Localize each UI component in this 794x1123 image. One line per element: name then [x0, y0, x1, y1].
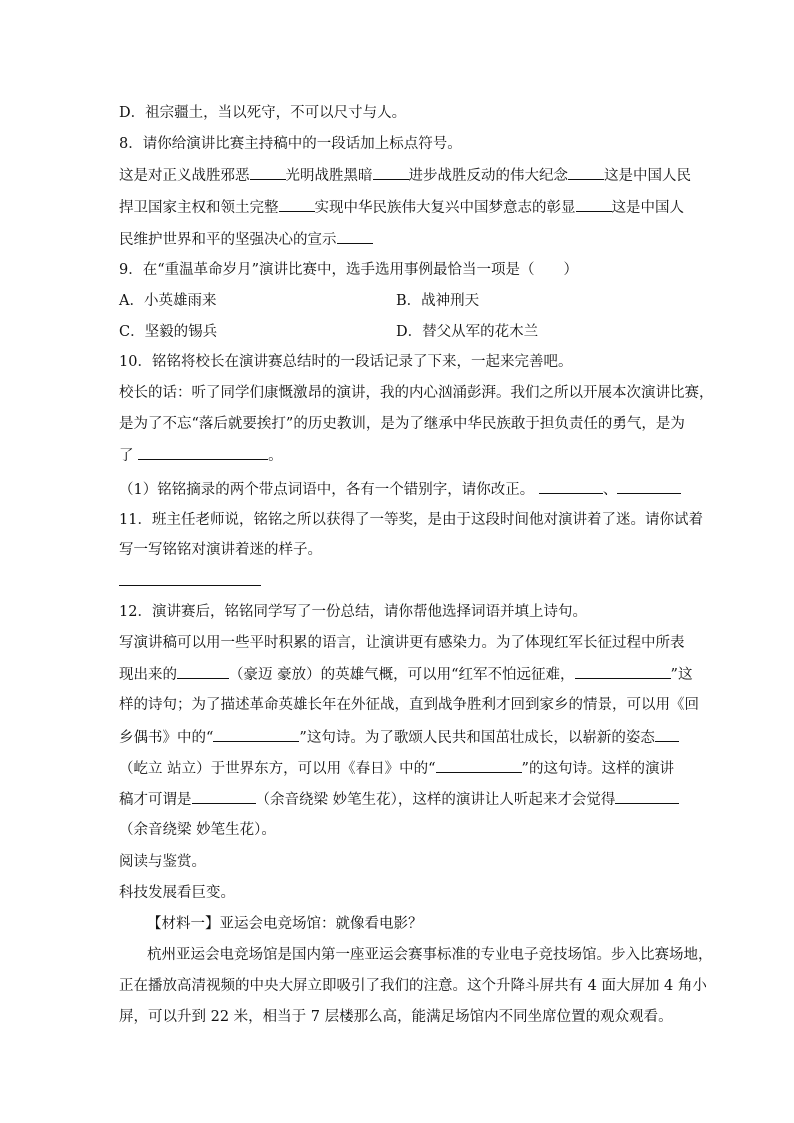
q8-text: 捍卫国家主权和领土完整 — [119, 200, 279, 216]
option-b[interactable]: B．战神刑天 — [396, 293, 480, 309]
question-11-line-2: 写一写铭铭对演讲着迷的样子。 — [119, 542, 322, 558]
q12-text: （余音绕梁 妙笔生花），这样的演讲让人听起来才会觉得 — [255, 792, 616, 808]
answer-blank[interactable] — [568, 165, 604, 180]
answer-blank[interactable] — [655, 727, 679, 742]
question-10: 10．铭铭将校长在演讲赛总结时的一段话记录了下来，一起来完善吧。 — [119, 354, 573, 370]
answer-blank[interactable] — [213, 727, 299, 742]
answer-blank[interactable] — [539, 479, 603, 494]
q12-line-4 — [119, 727, 679, 748]
q12-line-2 — [119, 664, 693, 685]
q8-text: 这是中国人民 — [604, 168, 691, 184]
answer-blank[interactable] — [617, 479, 681, 494]
q10-passage-line-3 — [119, 445, 679, 466]
q12-line-5 — [119, 758, 679, 779]
material-1-line-3: 屏，可以升到 22 米，相当于 7 层楼那么高，能满足场馆内不同坐席位置的观众观看。 — [119, 1009, 673, 1025]
q8-text: 民维护世界和平的坚强决心的宣示 — [119, 232, 337, 248]
option-a[interactable]: A．小英雄雨来 — [119, 293, 217, 309]
q12-text: （豪迈 豪放）的英雄气概，可以用“红军不怕远征难， — [229, 667, 575, 683]
q12-text: ”的这句诗。这样的演讲 — [521, 761, 674, 777]
q8-passage-line-2 — [119, 197, 684, 218]
option-d: D．祖宗疆土，当以死守，不可以尺寸与人。 — [119, 105, 407, 121]
answer-blank[interactable] — [576, 197, 612, 212]
material-1-title: 【材料一】亚运会电竞场馆：就像看电影？ — [147, 916, 423, 932]
answer-blank[interactable] — [615, 789, 679, 804]
q10-subquestion-1 — [119, 479, 679, 500]
q12-line-3: 样的诗句；为了描述革命英雄长年在外征战，直到战争胜利才回到家乡的情景，可以用《回 — [119, 697, 699, 713]
answer-blank[interactable] — [279, 197, 315, 212]
material-1-line-2: 正在播放高清视频的中央大屏立即吸引了我们的注意。这个升降斗屏共有 4 面大屏加 4 角小 — [119, 978, 707, 994]
material-1-line-1: 杭州亚运会电竞场馆是国内第一座亚运会赛事标准的专业电子竞技场馆。步入比赛场地， — [147, 947, 713, 963]
question-8: 8．请你给演讲比赛主持稿中的一段话加上标点符号。 — [119, 136, 462, 152]
separator: 、 — [602, 482, 618, 498]
q12-text: （屹立 站立）于世界东方，可以用《春日》中的“ — [119, 761, 436, 777]
q8-text: 这是对正义战胜邪恶 — [119, 168, 250, 184]
q12-line-6 — [119, 789, 679, 810]
q8-text: 这是中国人 — [611, 200, 684, 216]
answer-blank[interactable] — [250, 165, 286, 180]
q12-text: ”这句诗。为了歌颂人民共和国茁壮成长，以崭新的姿态 — [299, 730, 655, 746]
q8-passage-line-1 — [119, 165, 691, 186]
option-d[interactable]: D．替父从军的花木兰 — [396, 324, 539, 340]
answer-blank[interactable] — [373, 165, 409, 180]
q12-line-7: （余音绕梁 妙笔生花）。 — [119, 822, 276, 838]
q8-text: 进步战胜反动的伟大纪念 — [408, 168, 568, 184]
q10-passage-line-2: 是为了不忘“落后就要挨打”的历史教训，是为了继承中华民族敢于担负责任的勇气，是为 — [119, 416, 685, 432]
q10-text: 。 — [268, 448, 283, 464]
section-reading: 阅读与鉴赏。 — [119, 854, 206, 870]
question-9: 9．在“重温革命岁月”演讲比赛中，选手选用事例最恰当一项是（ ） — [119, 262, 579, 278]
answer-line[interactable] — [119, 585, 261, 586]
q12-line-1: 写演讲稿可以用一些平时积累的语言，让演讲更有感染力。为了体现红军长征过程中所表 — [119, 635, 685, 651]
q12-text: 现出来的 — [119, 667, 177, 683]
option-c[interactable]: C．坚毅的锡兵 — [119, 324, 218, 340]
q8-text: 光明战胜黑暗 — [285, 168, 373, 184]
q9-options-row-2 — [119, 322, 679, 342]
section-tech: 科技发展看巨变。 — [119, 885, 235, 901]
q12-text: ”这 — [670, 667, 693, 683]
answer-blank[interactable] — [177, 664, 229, 679]
q10-sub-text: （1）铭铭摘录的两个带点词语中，各有一个错别字，请你改正。 — [119, 482, 535, 498]
answer-blank[interactable] — [575, 664, 671, 679]
question-12: 12．演讲赛后，铭铭同学写了一份总结，请你帮他选择词语并填上诗句。 — [119, 604, 587, 620]
answer-blank[interactable] — [436, 758, 522, 773]
answer-blank[interactable] — [138, 445, 268, 460]
answer-blank[interactable] — [337, 229, 373, 244]
answer-blank[interactable] — [192, 789, 256, 804]
q9-options-row-1 — [119, 291, 679, 311]
q8-text: 实现中华民族伟大复兴中国梦意志的彰显 — [314, 200, 576, 216]
q12-text: 稿才可谓是 — [119, 792, 192, 808]
q10-text: 了 — [119, 448, 134, 464]
q8-passage-line-3 — [119, 229, 679, 250]
question-11-line-1: 11．班主任老师说，铭铭之所以获得了一等奖，是由于这段时间他对演讲着了迷。请你试着 — [119, 512, 703, 528]
q10-passage-line-1: 校长的话：听了同学们康慨激昂的演讲，我的内心汹涌彭湃。我们之所以开展本次演讲比赛， — [119, 385, 714, 401]
q12-text: 乡偶书》中的“ — [119, 730, 214, 746]
